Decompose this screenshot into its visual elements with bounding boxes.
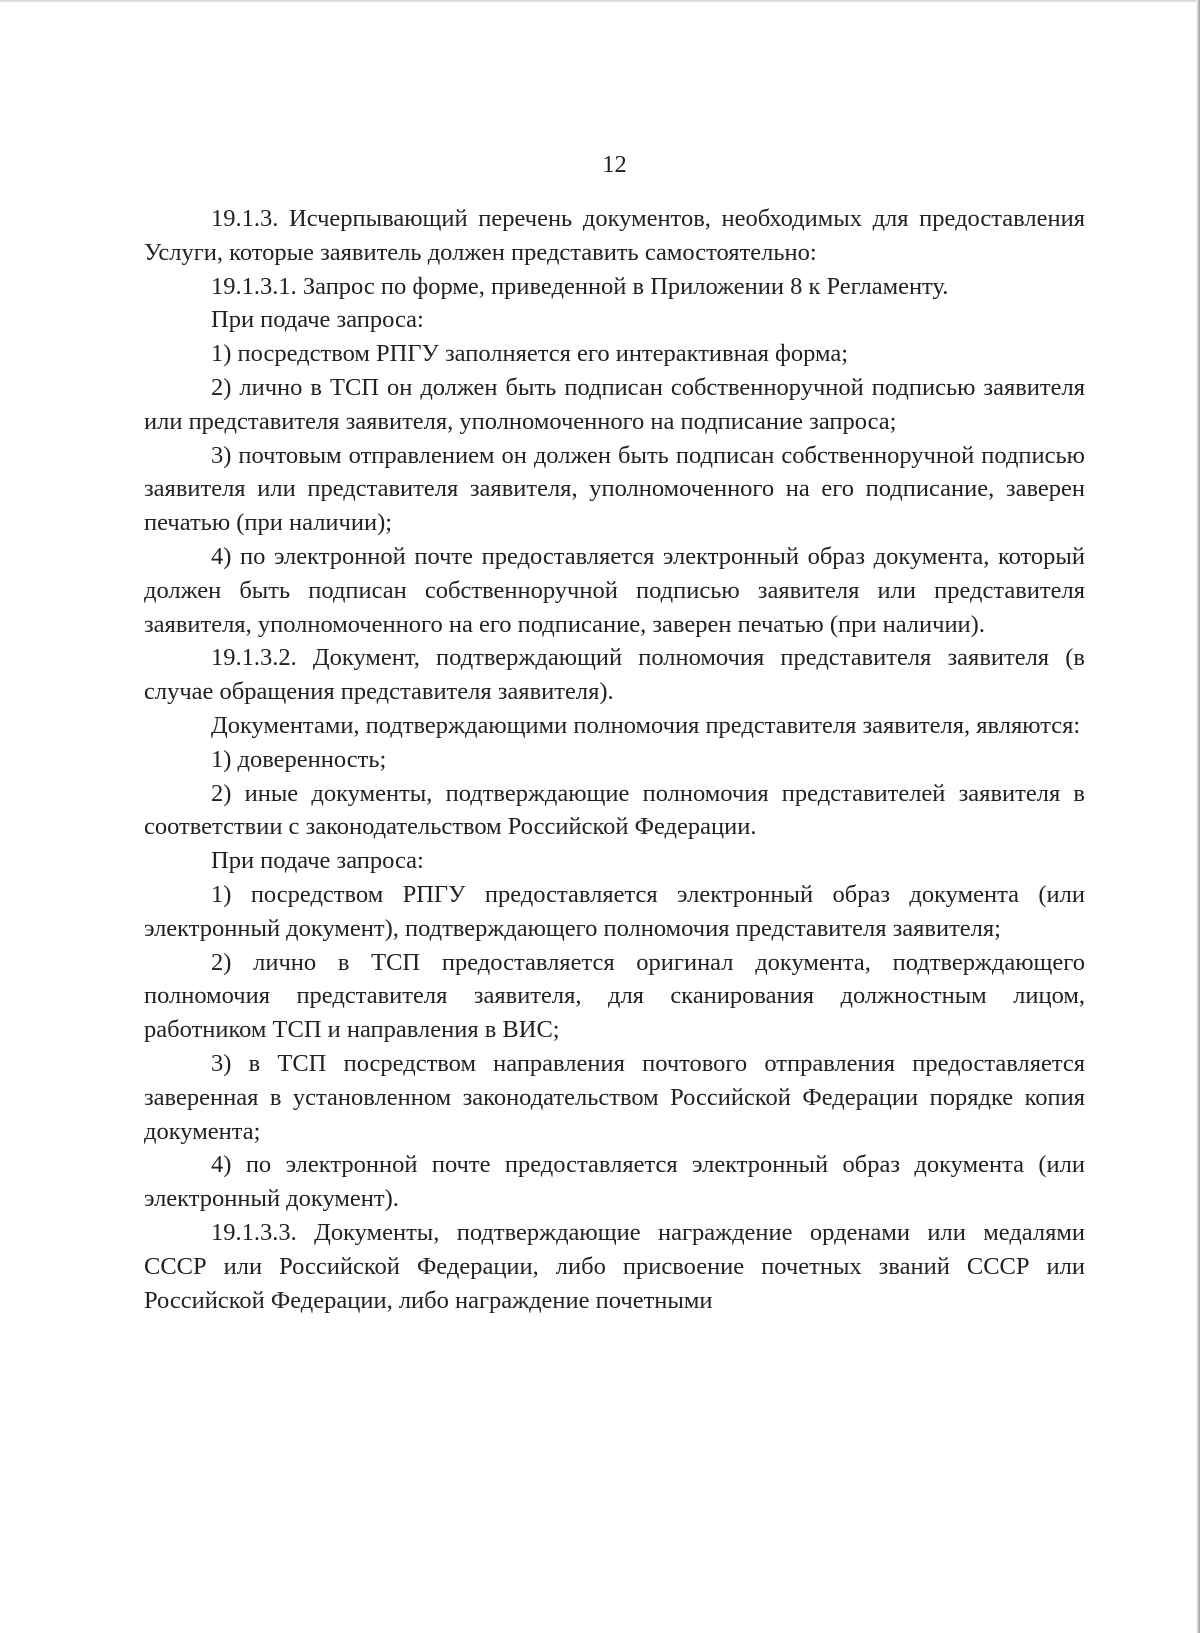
list-item-rpgu-2: 1) посредством РПГУ предоставляется электронный образ документа (или электронный документ), подтверждающего полномочия представителя заявителя; — [144, 880, 1085, 942]
scan-edge-right — [1196, 0, 1200, 1633]
paragraph-19-1-3-2: 19.1.3.2. Документ, подтверждающий полномочия представителя заявителя (в случае обращения представителя заявителя). — [144, 644, 1085, 706]
list-item-email-2: 4) по электронной почте предоставляется электронный образ документа (или электронный документ). — [144, 1151, 1085, 1213]
paragraph-19-1-3-1: 19.1.3.1. Запрос по форме, приведенной в Приложении 8 к Регламенту. — [211, 272, 949, 300]
list-item-postal-2: 3) в ТСП посредством направления почтового отправления предоставляется заверенная в установленном законодательством Российской Федерации порядке копия документа; — [144, 1049, 1085, 1145]
scan-edge-top — [0, 0, 1200, 3]
paragraph-authority-documents: Документами, подтверждающими полномочия представителя заявителя, являются: — [211, 711, 1081, 739]
document-page — [144, 148, 1085, 1317]
list-item-postal: 3) почтовым отправлением он должен быть подписан собственноручной подписью заявителя или представителя заявителя, уполномоченного на его подписание, заверен печатью (при наличии); — [144, 441, 1085, 537]
paragraph-submission-heading: При подаче запроса: — [211, 306, 424, 334]
paragraph-19-1-3: 19.1.3. Исчерпывающий перечень документов, необходимых для предоставления Услуги, которые заявитель должен представить самостоятельно: — [144, 205, 1085, 266]
list-item-rpgu: 1) посредством РПГУ заполняется его интерактивная форма; — [211, 340, 848, 368]
list-item-power-of-attorney: 1) доверенность; — [211, 745, 387, 773]
page-number: 12 — [602, 151, 627, 178]
paragraph-19-1-3-3: 19.1.3.3. Документы, подтверждающие награждение орденами или медалями СССР или Российской Федерации, либо присвоение почетных званий СССР или Российской Федерации, либо награждение почетными — [144, 1218, 1085, 1314]
list-item-in-person-2: 2) лично в ТСП предоставляется оригинал документа, подтверждающего полномочия представителя заявителя, для сканирования должностным лицом, работником ТСП и направления в ВИС; — [144, 948, 1085, 1044]
paragraph-submission-heading-2: При подаче запроса: — [211, 847, 424, 875]
list-item-in-person: 2) лично в ТСП он должен быть подписан собственноручной подписью заявителя или представителя заявителя, уполномоченного на подписание запроса; — [144, 373, 1085, 435]
list-item-email: 4) по электронной почте предоставляется электронный образ документа, который должен быть подписан собственноручной подписью заявителя или представителя заявителя, уполномоченного на его подписание, заверен печатью (при наличии). — [144, 542, 1085, 638]
list-item-other-documents: 2) иные документы, подтверждающие полномочия представителей заявителя в соответствии с законодательством Российской Федерации. — [144, 779, 1085, 841]
